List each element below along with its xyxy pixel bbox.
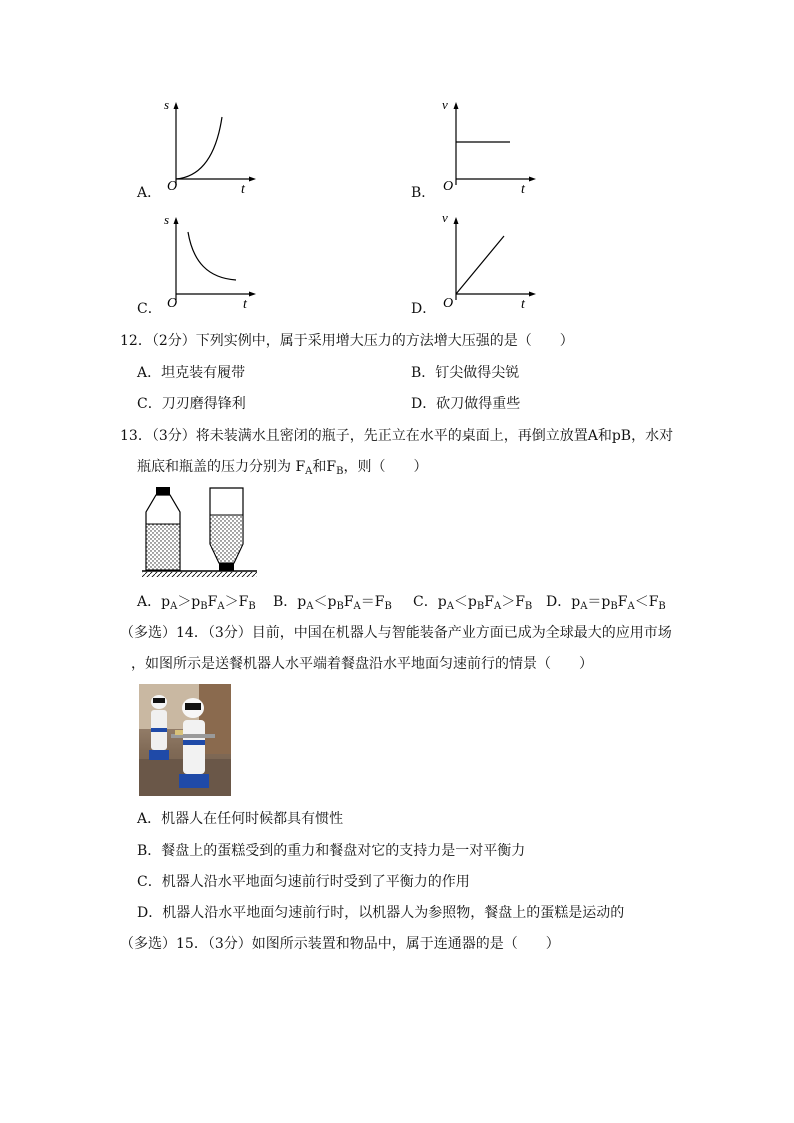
q14-stem-line2: ，如图所示是送餐机器人水平端着餐盘沿水平地面匀速前行的情景（ ） — [131, 656, 593, 672]
graph-c-label: C． — [137, 301, 162, 317]
bottle-a-water — [147, 524, 180, 569]
graph-a-label: A． — [137, 185, 162, 201]
graph-b-ylabel: v — [442, 97, 448, 112]
graph-d-label: D． — [411, 301, 437, 317]
q14-option-c: C．机器人沿水平地面匀速前行时受到了平衡力的作用 — [137, 874, 470, 890]
robot-photo — [139, 684, 231, 796]
graph-d-origin: O — [443, 296, 454, 311]
q13-stem-mid: 和F — [312, 459, 337, 475]
graph-b-label: B． — [411, 185, 436, 201]
q13-option-c: C．$p_A<p_BF_A>F_B$ — [413, 594, 533, 612]
q13-stem-line2 — [137, 458, 427, 481]
q13-option-a: A．$p_A>p_BF_A>F_B$ — [137, 594, 256, 612]
graph-b-xlabel: t — [521, 182, 525, 197]
q14-option-d: D．机器人沿水平地面匀速前行时，以机器人为参照物，餐盘上的蛋糕是运动的 — [137, 905, 625, 921]
table-hatch — [142, 572, 257, 577]
q14-option-a: A．机器人在任何时候都具有惯性 — [137, 811, 344, 827]
graph-c-origin: O — [167, 296, 178, 311]
graph-c-ylabel: s — [164, 212, 170, 227]
q12-option-b: B．钉尖做得尖锐 — [411, 365, 520, 381]
q13-option-d: D．$p_A=p_BF_A<F_B$ — [546, 594, 666, 612]
graph-a-xlabel: t — [241, 182, 245, 197]
q13-stem-pre: 瓶底和瓶盖的压力分别为 F — [137, 459, 306, 475]
graph-b-origin: O — [443, 179, 454, 194]
q13-sub-b: B — [336, 466, 344, 477]
q13-option-b: B．$p_A<p_BF_A=F_B$ — [273, 594, 392, 612]
q12-option-d: D．砍刀做得重些 — [411, 396, 521, 412]
q15-stem: （多选）15．（3分）如图所示装置和物品中，属于连通器的是（ ） — [120, 936, 560, 952]
graph-d-xlabel: t — [521, 297, 525, 312]
q12-stem: 12．（2分）下列实例中，属于采用增大压力的方法增大压强的是（ ） — [120, 333, 574, 349]
q14-stem-line1: （多选）14．（3分）目前，中国在机器人与智能装备产业方面已成为全球最大的应用市场 — [120, 625, 672, 641]
q13-stem-tail: ，则（ ） — [343, 459, 428, 475]
bottle-a-cap — [156, 487, 170, 495]
q13-sub-a: A — [305, 466, 313, 477]
graph-c-xlabel: t — [243, 297, 247, 312]
graph-a-origin: O — [167, 179, 178, 194]
q12-option-a: A．坦克装有履带 — [137, 365, 246, 381]
q13-stem-line1: 13．（3分）将未装满水且密闭的瓶子，先正立在水平的桌面上，再倒立放置A和pB，水对 — [120, 428, 674, 444]
graph-d-ylabel: v — [442, 210, 448, 225]
q12-option-c: C．刀刃磨得锋利 — [137, 396, 246, 412]
graph-a-ylabel: s — [164, 97, 170, 112]
bottles-figure — [140, 484, 260, 578]
q14-option-b: B．餐盘上的蛋糕受到的重力和餐盘对它的支持力是一对平衡力 — [137, 843, 526, 859]
bottle-b-cap — [219, 563, 234, 571]
